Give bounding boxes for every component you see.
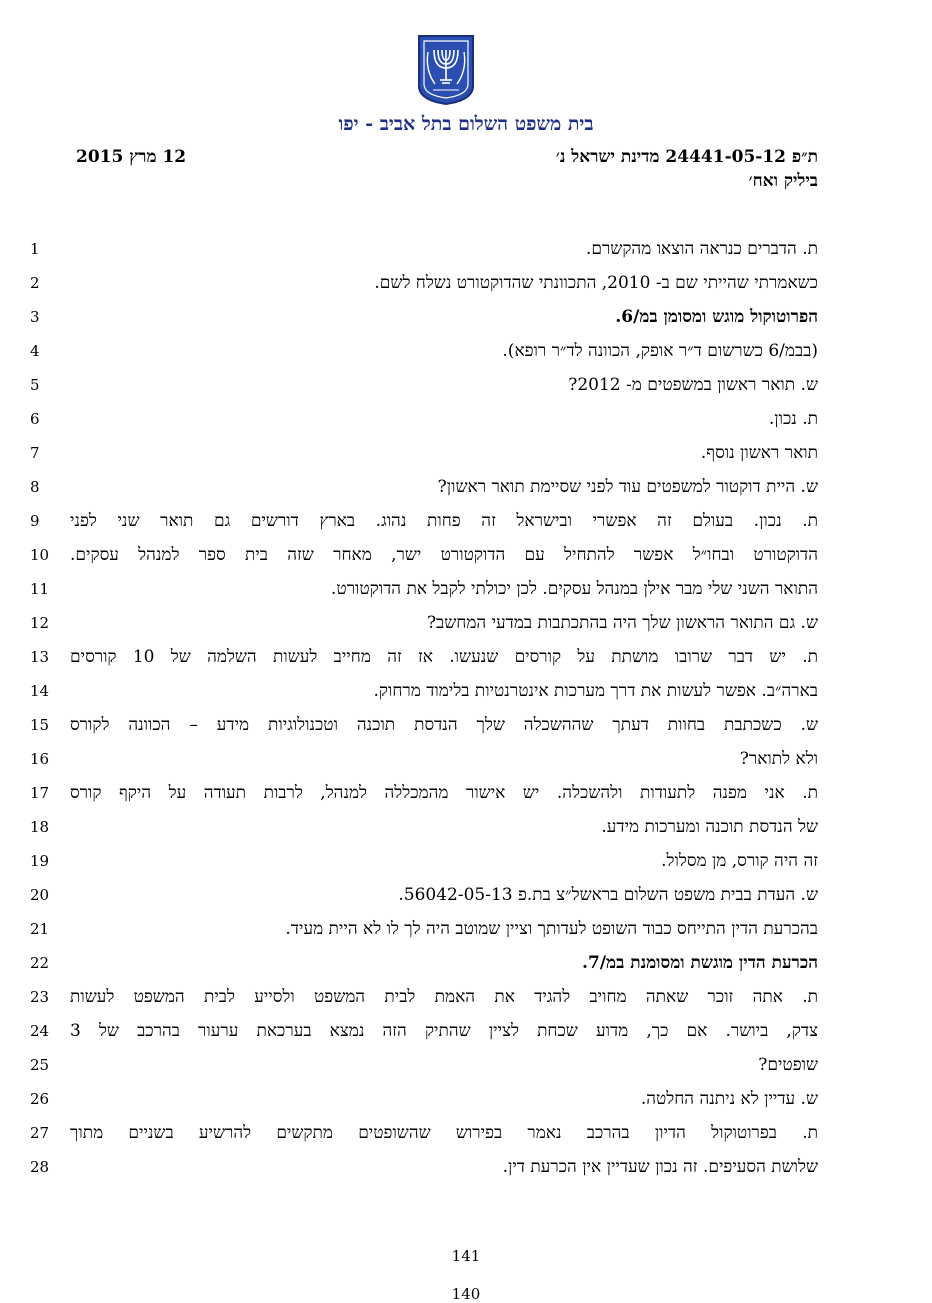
state-emblem-icon bbox=[415, 34, 477, 106]
transcript-line bbox=[30, 982, 818, 1012]
line-text: ש. תואר ראשון במשפטים מ- 2012? bbox=[568, 375, 818, 395]
transcript-line bbox=[30, 880, 818, 910]
line-number: 23 bbox=[30, 988, 50, 1006]
transcript-line bbox=[30, 914, 818, 944]
line-text: ש. עדיין לא ניתנה החלטה. bbox=[640, 1089, 818, 1109]
transcript-line bbox=[30, 404, 818, 434]
case-number: ת״פ 24441-05-12 מדינת ישראל נ׳ bbox=[555, 147, 818, 167]
line-number: 20 bbox=[30, 886, 50, 904]
transcript-line bbox=[30, 744, 818, 774]
transcript-line bbox=[30, 506, 818, 536]
line-text: הכרעת הדין מוגשת ומסומנת במ/7. bbox=[582, 953, 818, 973]
line-number: 4 bbox=[30, 342, 40, 360]
line-number: 19 bbox=[30, 852, 50, 870]
transcript-line bbox=[30, 846, 818, 876]
line-number: 17 bbox=[30, 784, 50, 802]
transcript-line bbox=[30, 574, 818, 604]
line-number: 7 bbox=[30, 444, 40, 462]
line-text: בארה״ב. אפשר לעשות את דרך מערכות אינטרנטיות בלימוד מרחוק. bbox=[373, 681, 818, 701]
line-text: שופטים? bbox=[758, 1055, 818, 1075]
line-number: 21 bbox=[30, 920, 50, 938]
line-number: 27 bbox=[30, 1124, 50, 1142]
line-number: 24 bbox=[30, 1022, 50, 1040]
line-number: 18 bbox=[30, 818, 50, 836]
line-text: ש. גם התואר הראשון שלך היה בהתכתבות במדעי המחשב? bbox=[426, 613, 818, 633]
transcript-line bbox=[30, 1050, 818, 1080]
line-text: ולא לתואר? bbox=[739, 749, 818, 769]
line-number: 10 bbox=[30, 546, 50, 564]
line-text: זה היה קורס, מן מסלול. bbox=[661, 851, 818, 871]
line-number: 2 bbox=[30, 274, 40, 292]
line-text: ת. אתה זוכר שאתה מחויב להגיד את האמת לבית המשפט ולסייע לבית המשפט לעשות bbox=[70, 987, 818, 1007]
transcript-line bbox=[30, 642, 818, 672]
line-text: ש. כשכתבת בחוות דעתך שההשכלה שלך הנדסת תוכנה וטכנולוגיות מידע – הכוונה לקורס bbox=[70, 715, 818, 735]
line-number: 1 bbox=[30, 240, 40, 258]
page-number: 141 bbox=[451, 1247, 481, 1265]
transcript-line bbox=[30, 302, 818, 332]
line-number: 25 bbox=[30, 1056, 50, 1074]
line-number: 12 bbox=[30, 614, 50, 632]
transcript-line bbox=[30, 370, 818, 400]
line-text: ת. נכון. bbox=[768, 409, 818, 429]
line-text: ש. העדת בבית משפט השלום בראשל״צ בת.פ 56042-05-13. bbox=[398, 885, 818, 905]
transcript-line bbox=[30, 948, 818, 978]
transcript-line bbox=[30, 540, 818, 570]
line-number: 6 bbox=[30, 410, 40, 428]
transcript-line bbox=[30, 1084, 818, 1114]
line-text: ת. אני מפנה לתעודות ולהשכלה. יש אישור מהמכללה למנהל, לרבות תעודה על היקף קורס bbox=[70, 783, 818, 803]
line-text: של הנדסת תוכנה ומערכות מידע. bbox=[601, 817, 818, 837]
line-number: 16 bbox=[30, 750, 50, 768]
line-text: הדוקטורט ובחו״ל אפשר להתחיל עם הדוקטורט ישר, מאחר שזה בית ספר למנהל עסקים. bbox=[70, 545, 818, 565]
court-name: בית משפט השלום בתל אביב - יפו bbox=[338, 113, 594, 135]
line-number: 8 bbox=[30, 478, 40, 496]
transcript-line bbox=[30, 1118, 818, 1148]
line-number: 15 bbox=[30, 716, 50, 734]
transcript-line bbox=[30, 438, 818, 468]
line-number: 26 bbox=[30, 1090, 50, 1108]
line-number: 28 bbox=[30, 1158, 50, 1176]
line-text: כשאמרתי שהייתי שם ב- 2010, התכוונתי שהדוקטורט נשלח לשם. bbox=[374, 273, 818, 293]
line-text: (בבמ/6 כשרשום ד״ר אופק, הכוונה לד״ר רופא). bbox=[502, 341, 818, 361]
line-number: 14 bbox=[30, 682, 50, 700]
line-text: ת. הדברים כנראה הוצאו מהקשרם. bbox=[585, 239, 818, 259]
transcript-line bbox=[30, 234, 818, 264]
next-page-number: 140 bbox=[451, 1285, 481, 1303]
transcript-line bbox=[30, 336, 818, 366]
line-number: 11 bbox=[30, 580, 50, 598]
line-number: 5 bbox=[30, 376, 40, 394]
line-text: ת. נכון. בעולם זה אפשרי ובישראל זה פחות נהוג. בארץ דורשים גם תואר שני לפני bbox=[70, 511, 818, 531]
transcript-line bbox=[30, 778, 818, 808]
line-text: תואר ראשון נוסף. bbox=[700, 443, 818, 463]
line-number: 13 bbox=[30, 648, 50, 666]
line-text: צדק, ביושר. אם כך, מדוע שכחת לציין שהתיק הזה נמצא בערכאת ערעור בהרכב של 3 bbox=[70, 1021, 818, 1041]
line-text: ת. בפרוטוקול הדיון בהרכב נאמר בפירוש שהשופטים מתקשים להרשיע בשניים מתוך bbox=[70, 1123, 818, 1143]
transcript-line bbox=[30, 812, 818, 842]
line-number: 22 bbox=[30, 954, 50, 972]
transcript-line bbox=[30, 268, 818, 298]
transcript-line bbox=[30, 472, 818, 502]
line-text: ת. יש דבר שרובו מושתת על קורסים שנעשו. אז זה מחייב לעשות השלמה של 10 קורסים bbox=[70, 647, 818, 667]
line-text: בהכרעת הדין התייחס כבוד השופט לעדותך וציין שמוטב היה לך לו לא היית מעיד. bbox=[285, 919, 818, 939]
line-text: התואר השני שלי מבר אילן במנהל עסקים. לכן יכולתי לקבל את הדוקטורט. bbox=[331, 579, 818, 599]
transcript-line bbox=[30, 1016, 818, 1046]
line-number: 3 bbox=[30, 308, 40, 326]
transcript-line bbox=[30, 710, 818, 740]
line-text: שלושת הסעיפים. זה נכון שעדיין אין הכרעת דין. bbox=[502, 1157, 818, 1177]
line-number: 9 bbox=[30, 512, 40, 530]
transcript-line bbox=[30, 1152, 818, 1182]
transcript-line bbox=[30, 676, 818, 706]
transcript-line bbox=[30, 608, 818, 638]
hearing-date: 12 מרץ 2015 bbox=[76, 147, 187, 167]
line-text: הפרוטוקול מוגש ומסומן במ/6. bbox=[615, 307, 818, 327]
case-parties: ביליק ואח׳ bbox=[748, 171, 818, 191]
line-text: ש. היית דוקטור למשפטים עוד לפני שסיימת תואר ראשון? bbox=[437, 477, 818, 497]
